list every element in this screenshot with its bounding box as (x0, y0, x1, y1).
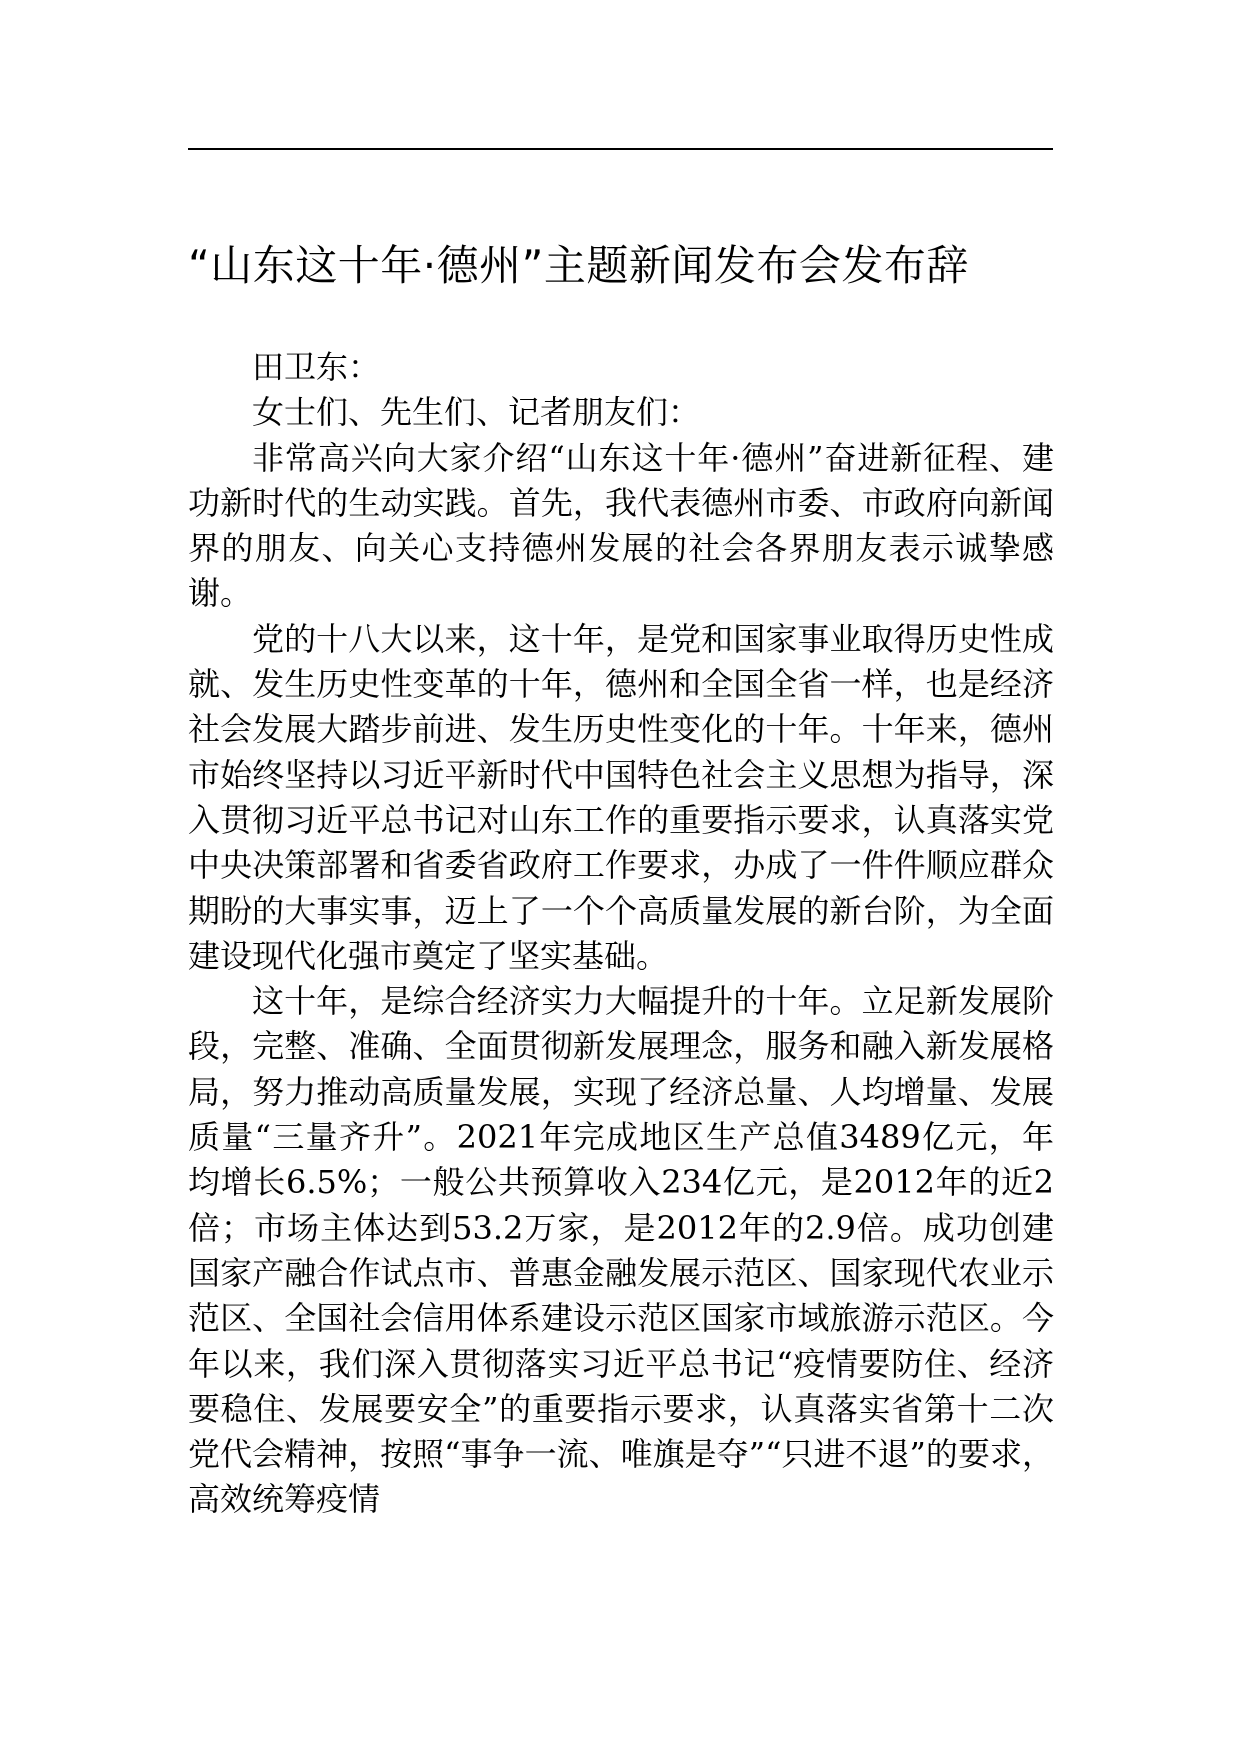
paragraph-economy: 这十年，是综合经济实力大幅提升的十年。立足新发展阶段，完整、准确、全面贯彻新发展理念，服务和融入新发展格局，努力推动高质量发展，实现了经济总量、人均增量、发展质量“三量齐升”。2021年完成地区生产总值3489亿元，年均增长6.5%；一般公共预算收入234亿元，是2012年的近2倍；市场主体达到53.2万家，是2012年的2.9倍。成功创建国家产融合作试点市、普惠金融发展示范区、国家现代农业示范区、全国社会信用体系建设示范区国家市域旅游示范区。今年以来，我们深入贯彻落实习近平总书记“疫情要防住、经济要稳住、发展要安全”的重要指示要求，认真落实省第十二次党代会精神，按照“事争一流、唯旗是夺”“只进不退”的要求，高效统筹疫情 (188, 982, 1054, 1519)
speaker-name: 田卫东： (252, 348, 381, 386)
salutation: 女士们、先生们、记者朋友们： (252, 393, 701, 432)
document-title: “山东这十年·德州”主题新闻发布会发布辞 (188, 241, 969, 290)
paragraph-decade: 党的十八大以来，这十年，是党和国家事业取得历史性成就、发生历史性变革的十年，德州和全国全省一样，也是经济社会发展大踏步前进、发生历史性变化的十年。十年来，德州市始终坚持以习近平新时代中国特色社会主义思想为指导，深入贯彻习近平总书记对山东工作的重要指示要求，认真落实党中央决策部署和省委省政府工作要求，办成了一件件顺应群众期盼的大事实事，迈上了一个个高质量发展的新台阶，为全面建设现代化强市奠定了坚实基础。 (188, 619, 1054, 975)
document-body (188, 345, 1054, 1523)
paragraph-intro: 非常高兴向大家介绍“山东这十年·德州”奋进新征程、建功新时代的生动实践。首先，我代表德州市委、市政府向新闻界的朋友、向关心支持德州发展的社会各界朋友表示诚挚感谢。 (188, 438, 1054, 613)
header-rule (188, 148, 1053, 150)
